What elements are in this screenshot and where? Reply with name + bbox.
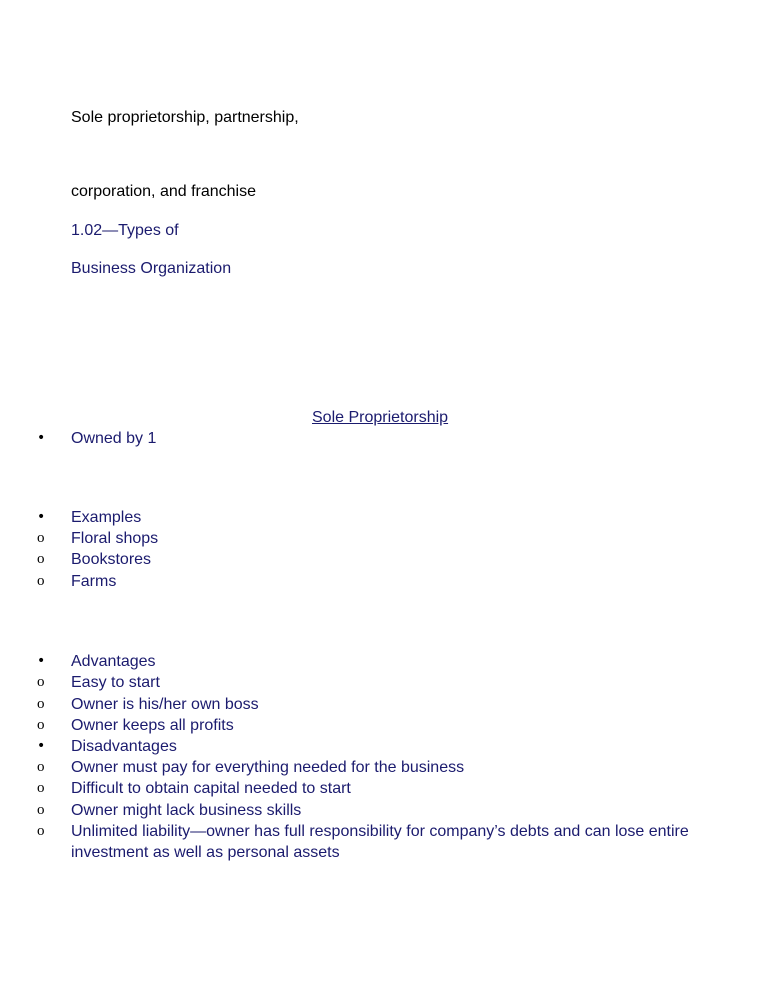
bullet-circle: o (37, 696, 45, 712)
list-subitem: Bookstores (71, 551, 152, 568)
bullet-circle: o (37, 674, 45, 690)
header-line-2: corporation, and franchise (71, 183, 256, 200)
header-line-4: Business Organization (71, 260, 232, 277)
header-line-1: Sole proprietorship, partnership, (71, 109, 299, 126)
bullet-dot: • (37, 738, 46, 754)
list-subitem: Easy to start (71, 674, 160, 691)
bullet-circle: o (37, 780, 45, 796)
list-item-owned: Owned by 1 (71, 430, 157, 447)
bullet-circle: o (37, 759, 45, 775)
list-subitem: Owner must pay for everything needed for the business (71, 759, 465, 776)
list-subitem-liability: Unlimited liability—owner has full responsibility for company’s debts and can lose entire investment as well as personal assets (71, 823, 689, 861)
bullet-dot: • (37, 509, 46, 525)
list-item-examples: Examples (71, 509, 142, 526)
bullet-circle: o (37, 823, 45, 839)
bullet-dot: • (37, 653, 46, 669)
list-subitem: Owner is his/her own boss (71, 696, 259, 713)
bullet-dot: • (37, 430, 46, 446)
list-subitem: Farms (71, 573, 117, 590)
bullet-circle: o (37, 717, 45, 733)
section-title: Sole Proprietorship (312, 409, 449, 426)
list-subitem: Difficult to obtain capital needed to start (71, 780, 351, 797)
bullet-circle: o (37, 551, 45, 567)
header-line-3: 1.02—Types of (71, 222, 179, 239)
bullet-circle: o (37, 530, 45, 546)
list-item-disadvantages: Disadvantages (71, 738, 177, 755)
list-subitem: Floral shops (71, 530, 159, 547)
bullet-circle: o (37, 573, 45, 589)
bullet-circle: o (37, 802, 45, 818)
list-subitem: Owner keeps all profits (71, 717, 234, 734)
list-subitem: Owner might lack business skills (71, 802, 302, 819)
list-item-advantages: Advantages (71, 653, 156, 670)
